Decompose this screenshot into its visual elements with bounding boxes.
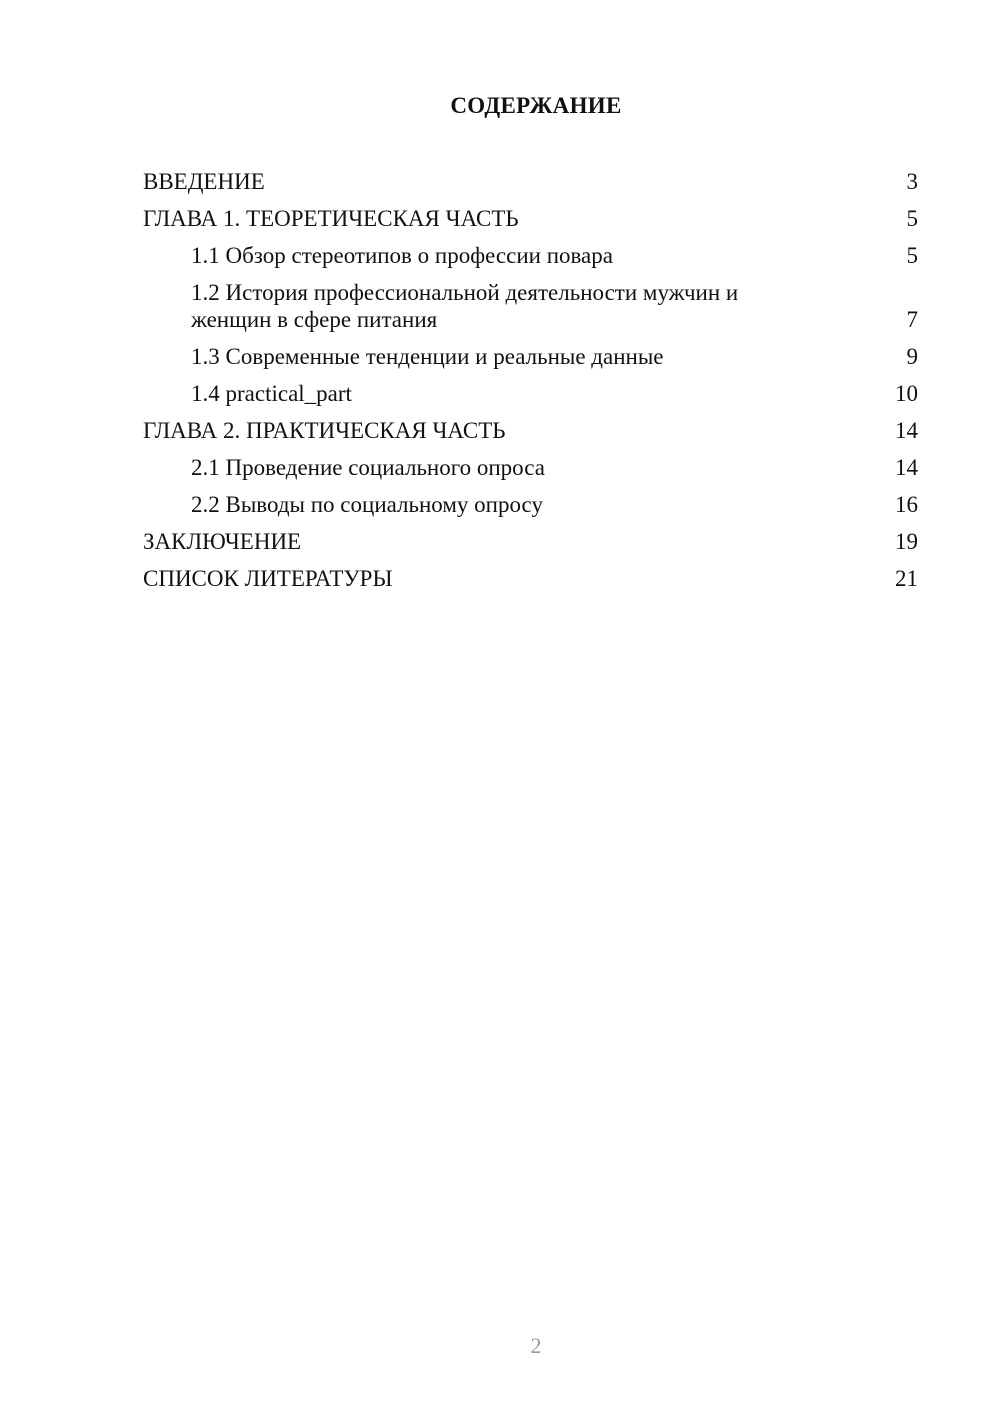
table-of-contents: [143, 168, 918, 602]
toc-entry-page: 16: [895, 492, 918, 517]
toc-entry-label: ГЛАВА 1. ТЕОРЕТИЧЕСКАЯ ЧАСТЬ: [143, 206, 519, 231]
toc-entry-conclusion[interactable]: [143, 528, 918, 555]
toc-entry-label: 2.2 Выводы по социальному опросу: [191, 492, 543, 517]
toc-entry-label: СПИСОК ЛИТЕРАТУРЫ: [143, 566, 393, 591]
toc-entry-section-1-1[interactable]: [143, 242, 918, 269]
toc-entry-chapter-2[interactable]: [143, 417, 918, 444]
toc-entry-references[interactable]: [143, 565, 918, 592]
toc-entry-page: 19: [895, 529, 918, 554]
toc-entry-page: 14: [895, 418, 918, 443]
toc-entry-label: ГЛАВА 2. ПРАКТИЧЕСКАЯ ЧАСТЬ: [143, 418, 506, 443]
toc-entry-page: 21: [895, 566, 918, 591]
toc-entry-chapter-1[interactable]: [143, 205, 918, 232]
toc-entry-page: 7: [906, 307, 918, 332]
toc-entry-page: 3: [906, 169, 918, 194]
toc-entry-section-1-2[interactable]: [143, 279, 918, 333]
toc-entry-page: 5: [906, 243, 918, 268]
toc-entry-section-1-3[interactable]: [143, 343, 918, 370]
toc-entry-section-1-4[interactable]: [143, 380, 918, 407]
toc-entry-page: 14: [895, 455, 918, 480]
page-title: СОДЕРЖАНИЕ: [450, 93, 622, 118]
toc-entry-section-2-1[interactable]: [143, 454, 918, 481]
toc-entry-label: ЗАКЛЮЧЕНИЕ: [143, 529, 302, 554]
toc-entry-label: 1.1 Обзор стереотипов о профессии повара: [191, 243, 613, 268]
toc-entry-label: 1.4 practical_part: [191, 381, 352, 406]
toc-entry-section-2-2[interactable]: [143, 491, 918, 518]
toc-entry-page: 9: [906, 344, 918, 369]
page-number: 2: [530, 1333, 542, 1358]
toc-entry-label: 2.1 Проведение социального опроса: [191, 455, 545, 480]
toc-entry-page: 5: [906, 206, 918, 231]
toc-entry-label: 1.3 Современные тенденции и реальные данные: [191, 344, 664, 369]
toc-entry-introduction[interactable]: [143, 168, 918, 195]
toc-entry-label: ВВЕДЕНИЕ: [143, 169, 265, 194]
toc-entry-page: 10: [895, 381, 918, 406]
toc-entry-label: 1.2 История профессиональной деятельности мужчин и женщин в сфере питания: [191, 280, 739, 332]
